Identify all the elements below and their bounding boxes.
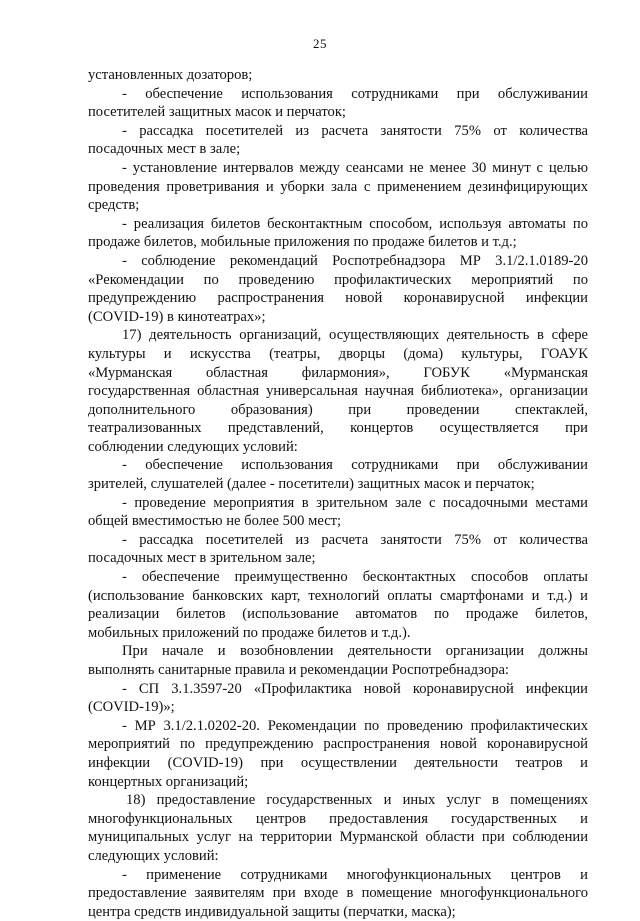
text-line: (COVID-19)»; [88, 699, 175, 716]
text-line: - СП 3.1.3597-20 «Профилактика новой коронавирусной инфекции [122, 680, 588, 697]
text-line: общей вместимостью не более 500 мест; [88, 513, 342, 530]
text-line: концертных организаций; [88, 773, 249, 790]
text-line: следующих условий: [88, 847, 219, 864]
page-number: 25 [313, 36, 327, 51]
text-line: - применение сотрудниками многофункциональных центров и [122, 866, 588, 883]
text-line: «Рекомендации по проведению профилактических мероприятий по [88, 271, 588, 288]
text-line: - обеспечение преимущественно бесконтактных способов оплаты [122, 569, 588, 586]
text-line: - рассадка посетителей из расчета занятости 75% от количества [122, 122, 588, 139]
document-body [88, 66, 588, 921]
text-line: 17) деятельность организаций, осуществляющих деятельность в сфере [122, 327, 588, 344]
text-line: (использование банковских карт, технологий оплаты смартфонами и т.д.) и [88, 587, 588, 604]
text-line: муниципальных услуг на территории Мурманской области при соблюдении [88, 829, 588, 846]
text-line: - установление интервалов между сеансами не менее 30 минут с целью [122, 159, 588, 176]
text-line: инфекции (COVID-19) при осуществлении деятельности театров и [88, 754, 588, 771]
text-line: проведения проветривания и уборки зала с применением дезинфицирующих [88, 178, 588, 195]
text-line: соблюдении следующих условий: [88, 438, 298, 455]
text-line: «Мурманская областная филармония», ГОБУК «Мурманская [88, 364, 588, 381]
text-line: театрализованных представлений, концертов осуществляется при [88, 420, 588, 437]
text-line: центра средств индивидуальной защиты (перчатки, маска); [88, 903, 456, 920]
text-line: культуры и искусства (театры, дворцы (дома) культуры, ГОАУК [88, 345, 588, 362]
text-line: государственная областная универсальная научная библиотека», организации [88, 383, 588, 400]
text-line: зрителей, слушателей (далее - посетители) защитных масок и перчаток; [88, 476, 535, 493]
text-line: предупреждению распространения новой коронавирусной инфекции [88, 290, 588, 307]
text-line: предоставление заявителям при входе в помещение многофункционального [88, 885, 588, 902]
text-line: многофункциональных центров предоставления государственных и [88, 810, 588, 827]
text-line: реализации билетов (использование автоматов по продаже билетов, [88, 606, 588, 623]
text-line: средств; [88, 197, 140, 214]
text-line: посадочных мест в зале; [88, 141, 241, 158]
text-line: При начале и возобновлении деятельности организации должны [122, 643, 588, 660]
text-line: мобильных приложений по продаже билетов и т.д.). [88, 624, 411, 641]
text-line: дополнительного образования) при проведении спектаклей, [88, 401, 588, 418]
text-line: 18) предоставление государственных и иных услуг в помещениях [126, 792, 588, 809]
text-line: - обеспечение использования сотрудниками при обслуживании [122, 85, 588, 102]
text-line: - соблюдение рекомендаций Роспотребнадзора МР 3.1/2.1.0189-20 [122, 252, 588, 269]
text-line: - реализация билетов бесконтактным способом, используя автоматы по [122, 215, 588, 232]
text-line: посетителей защитных масок и перчаток; [88, 104, 346, 121]
text-line: мероприятий по предупреждению распространения новой коронавирусной [88, 736, 588, 753]
text-line: - проведение мероприятия в зрительном зале с посадочными местами [122, 494, 588, 511]
text-line: установленных дозаторов; [88, 67, 253, 83]
text-line: выполнять санитарные правила и рекомендации Роспотребнадзора: [88, 662, 509, 678]
text-line: посадочных мест в зрительном зале; [88, 550, 316, 567]
text-line: - МР 3.1/2.1.0202-20. Рекомендации по проведению профилактических [122, 717, 588, 734]
text-line: продаже билетов, мобильные приложения по продаже билетов и т.д.; [88, 234, 517, 251]
text-line: - рассадка посетителей из расчета занятости 75% от количества [122, 531, 588, 548]
text-line: - обеспечение использования сотрудниками при обслуживании [122, 457, 588, 474]
text-line: (COVID-19) в кинотеатрах»; [88, 308, 266, 325]
